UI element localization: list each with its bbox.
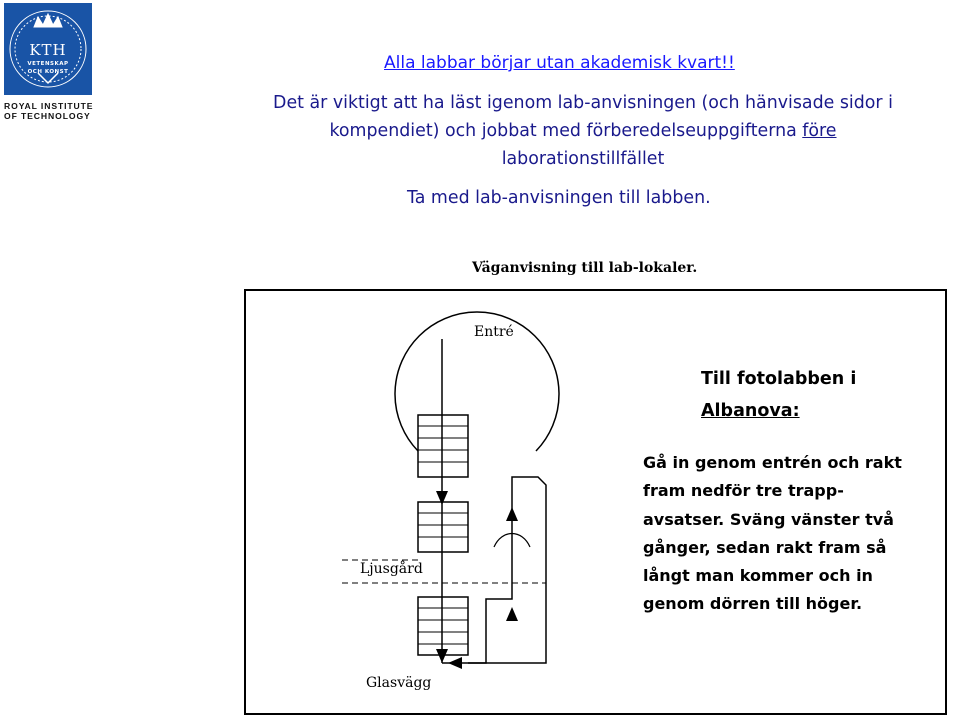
directions-figure [244,289,947,715]
instructions-line-1: Det är viktigt att ha läst igenom lab-anvisningen (och hänvisade sidor i [273,93,893,113]
arrow-left-icon [448,657,462,669]
arrow-down-icon [436,491,448,505]
institute-name-line1: ROYAL INSTITUTE [4,101,94,111]
headline-link[interactable]: Alla labbar börjar utan akademisk kvart!! [384,53,735,73]
directions-text [643,449,947,619]
directions-line: avsatser. Sväng vänster två [643,509,894,529]
directions-line: långt man kommer och in [643,566,873,586]
corridor-loop [468,477,546,663]
label-glass-wall: Glasvägg [366,675,432,691]
kth-logo [4,3,92,95]
box-title-line1: Till fotolabben i [701,369,857,389]
bring-instructions-note: Ta med lab-anvisningen till labben. [407,188,711,208]
instructions-line-2 [198,117,959,145]
logo-subtitle-1: VETENSKAP [27,61,69,67]
underlined-word: före [802,121,837,141]
directions-line: gånger, sedan rakt fram så [643,537,887,557]
label-entrance: Entré [474,324,514,340]
logo-subtitle-2: OCH KONST [27,69,69,75]
staircase-middle [418,502,468,552]
staircase-upper [418,415,468,477]
logo-kth-text: KTH [29,41,67,59]
directions-line: fram nedför tre trapp- [643,481,844,501]
figure-title: Väganvisning till lab-lokaler. [472,260,698,276]
arrow-up-icon [506,507,518,521]
instructions-paragraph [198,89,959,173]
instructions-line-2-text: kompendiet) och jobbat med förberedelseuppgifterna [329,121,797,141]
box-title-line2: Albanova: [701,401,800,421]
directions-line: Gå in genom entrén och rakt [643,453,902,472]
directions-line: genom dörren till höger. [643,594,863,614]
label-courtyard: Ljusgård [360,561,423,577]
arrow-down-icon [436,649,448,663]
institute-name-line2: OF TECHNOLOGY [4,111,91,121]
arrow-up-icon [506,607,518,621]
instructions-line-3: laborationstillfället [501,149,665,169]
staircase-lower [418,597,468,655]
